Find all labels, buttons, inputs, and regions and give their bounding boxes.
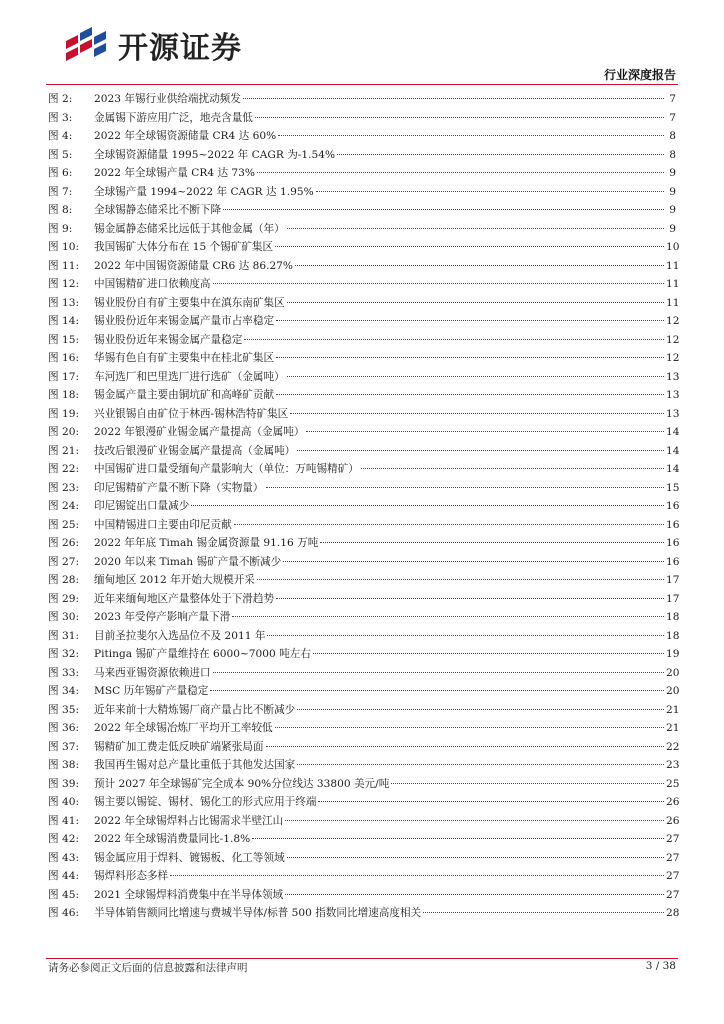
toc-dot-leader xyxy=(210,690,664,691)
toc-figure-title[interactable]: 锡精矿加工费走低反映矿端紧张局面 xyxy=(94,740,264,753)
toc-entry[interactable] xyxy=(48,405,680,424)
footer-page-number: 3 / 38 xyxy=(645,960,676,972)
toc-figure-title[interactable]: MSC 历年锡矿产量稳定 xyxy=(94,685,209,697)
toc-dot-leader xyxy=(275,246,664,247)
toc-dot-leader xyxy=(275,727,664,728)
toc-figure-number: 图 23: xyxy=(48,481,80,494)
toc-figure-number: 图 6: xyxy=(48,167,73,179)
toc-figure-title[interactable]: 预计 2027 年全球锡矿完全成本 90%分位线达 33800 美元/吨 xyxy=(94,777,390,790)
toc-figure-title[interactable]: Pitinga 锡矿产量维持在 6000~7000 吨左右 xyxy=(94,648,311,660)
toc-figure-title[interactable]: 华锡有色自有矿主要集中在桂北矿集区 xyxy=(94,352,275,364)
toc-entry[interactable] xyxy=(48,830,680,849)
toc-dot-leader xyxy=(170,875,664,876)
toc-entry[interactable] xyxy=(48,109,676,128)
toc-figure-number: 图 22: xyxy=(48,463,80,475)
kaiyuan-logo-icon xyxy=(62,23,110,67)
toc-page-number[interactable]: 22 xyxy=(666,740,680,753)
toc-dot-leader xyxy=(191,505,664,506)
toc-page-number[interactable]: 26 xyxy=(666,814,680,827)
toc-page-number[interactable]: 17 xyxy=(666,574,680,586)
toc-entry[interactable] xyxy=(48,331,680,350)
toc-page-number[interactable]: 12 xyxy=(666,315,680,327)
toc-dot-leader xyxy=(243,98,664,99)
toc-dot-leader xyxy=(290,413,664,414)
toc-entry[interactable] xyxy=(48,756,680,775)
toc-page-number[interactable]: 16 xyxy=(666,537,680,549)
toc-figure-title[interactable]: 中国精锡进口主要由印尼贡献 xyxy=(94,518,232,531)
company-logo xyxy=(62,22,282,68)
toc-dot-leader xyxy=(223,209,664,210)
toc-figure-number: 图 42: xyxy=(48,833,80,845)
toc-page-number[interactable]: 27 xyxy=(666,851,680,864)
toc-figure-number: 图 21: xyxy=(48,444,80,457)
toc-entry[interactable] xyxy=(48,257,680,276)
toc-figure-title[interactable]: 全球锡静态储采比不断下降 xyxy=(94,204,222,216)
toc-entry[interactable] xyxy=(48,90,676,109)
toc-entry[interactable] xyxy=(48,738,680,757)
toc-figure-title[interactable]: 全球锡资源储量 1995~2022 年 CAGR 为-1.54% xyxy=(94,148,336,161)
toc-dot-leader xyxy=(295,265,664,266)
toc-dot-leader xyxy=(276,320,664,321)
toc-dot-leader xyxy=(423,912,664,913)
toc-entry[interactable] xyxy=(48,682,680,701)
toc-dot-leader xyxy=(361,468,664,469)
toc-page-number[interactable]: 16 xyxy=(666,555,680,568)
toc-page-number[interactable]: 28 xyxy=(666,907,680,919)
toc-figure-title[interactable]: 印尼锡精矿产量不断下降（实物量） xyxy=(94,481,264,494)
toc-figure-title[interactable]: 锡业股份近年来锡金属产量稳定 xyxy=(94,333,243,346)
toc-entry[interactable] xyxy=(48,349,680,368)
toc-figure-number: 图 36: xyxy=(48,722,80,734)
toc-page-number[interactable]: 27 xyxy=(666,870,680,882)
toc-dot-leader xyxy=(257,172,664,173)
toc-page-number[interactable]: 21 xyxy=(666,722,680,734)
toc-figure-number: 图 29: xyxy=(48,592,80,605)
toc-entry[interactable] xyxy=(48,442,680,461)
toc-entry[interactable] xyxy=(48,516,680,535)
toc-entry[interactable] xyxy=(48,183,676,202)
toc-dot-leader xyxy=(244,339,664,340)
toc-figure-title[interactable]: 缅甸地区 2012 年开始大规模开采 xyxy=(94,574,255,586)
toc-figure-number: 图 19: xyxy=(48,407,80,420)
toc-figure-number: 图 12: xyxy=(48,278,80,290)
toc-dot-leader xyxy=(257,579,664,580)
toc-dot-leader xyxy=(337,154,664,155)
toc-entry[interactable] xyxy=(48,201,676,220)
toc-figure-title[interactable]: 兴业银锡自由矿位于林西-锡林浩特矿集区 xyxy=(94,407,289,420)
toc-entry[interactable] xyxy=(48,312,680,331)
toc-page-number[interactable]: 13 xyxy=(666,370,680,383)
toc-page-number[interactable]: 18 xyxy=(666,629,680,642)
toc-figure-number: 图 37: xyxy=(48,740,80,753)
toc-figure-number: 图 40: xyxy=(48,796,80,808)
toc-dot-leader xyxy=(255,117,664,118)
toc-dot-leader xyxy=(267,635,664,636)
toc-figure-number: 图 32: xyxy=(48,648,80,660)
toc-figure-title[interactable]: 近年来缅甸地区产量整体处于下滑趋势 xyxy=(94,592,275,605)
toc-dot-leader xyxy=(297,764,664,765)
toc-dot-leader xyxy=(252,838,664,839)
toc-dot-leader xyxy=(266,487,665,488)
toc-figure-title[interactable]: 2022 年银漫矿业锡金属产量提高（金属吨） xyxy=(94,426,305,438)
toc-figure-number: 图 35: xyxy=(48,703,80,716)
toc-figure-title[interactable]: 近年来前十大精炼锡厂商产量占比不断减少 xyxy=(94,703,296,716)
toc-figure-title[interactable]: 2021 全球锡焊料消费集中在半导体领域 xyxy=(94,888,284,901)
toc-page-number[interactable]: 26 xyxy=(666,796,680,808)
toc-figure-title[interactable]: 2022 年全球锡产量 CR4 达 73% xyxy=(94,167,255,179)
toc-page-number[interactable]: 16 xyxy=(666,500,680,512)
toc-page-number[interactable]: 14 xyxy=(666,463,680,475)
toc-figure-number: 图 25: xyxy=(48,518,80,531)
toc-page-number[interactable]: 8 xyxy=(669,148,676,161)
toc-page-number[interactable]: 25 xyxy=(666,777,680,790)
toc-figure-number: 图 34: xyxy=(48,685,80,697)
toc-entry[interactable] xyxy=(48,608,680,627)
toc-figure-number: 图 46: xyxy=(48,907,80,919)
toc-entry[interactable] xyxy=(48,812,680,831)
toc-entry[interactable] xyxy=(48,238,680,257)
toc-figure-number: 图 33: xyxy=(48,666,80,679)
toc-dot-leader xyxy=(276,357,664,358)
toc-entry[interactable] xyxy=(48,220,676,239)
toc-figure-number: 图 31: xyxy=(48,629,80,642)
toc-page-number[interactable]: 7 xyxy=(669,93,676,105)
toc-figure-number: 图 43: xyxy=(48,851,80,864)
toc-dot-leader xyxy=(313,653,664,654)
toc-page-number[interactable]: 11 xyxy=(666,259,680,272)
toc-figure-number: 图 26: xyxy=(48,537,80,549)
toc-figure-title[interactable]: 锡金属应用于焊料、镀锡板、化工等领域 xyxy=(94,851,285,864)
toc-figure-title[interactable]: 锡焊料形态多样 xyxy=(94,870,169,882)
toc-dot-leader xyxy=(287,302,664,303)
toc-entry[interactable] xyxy=(48,146,676,165)
toc-page-number[interactable]: 20 xyxy=(666,685,680,697)
toc-entry[interactable] xyxy=(48,645,680,664)
toc-figure-number: 图 2: xyxy=(48,93,73,105)
toc-figure-title[interactable]: 金属锡下游应用广泛，地壳含量低 xyxy=(94,111,253,124)
toc-page-number[interactable]: 13 xyxy=(666,407,680,420)
toc-entry[interactable] xyxy=(48,423,680,442)
toc-figure-title[interactable]: 2022 年中国锡资源储量 CR6 达 86.27% xyxy=(94,259,293,272)
toc-figure-title[interactable]: 2020 年以来 Timah 锡矿产量不断减少 xyxy=(94,555,282,568)
toc-figure-title[interactable]: 车河选厂和巴里选厂进行选矿（金属吨） xyxy=(94,370,285,383)
toc-entry[interactable] xyxy=(48,904,680,923)
toc-figure-number: 图 11: xyxy=(48,259,80,272)
toc-entry[interactable] xyxy=(48,886,680,905)
toc-page-number[interactable]: 17 xyxy=(666,592,680,605)
toc-figure-title[interactable]: 我国再生锡对总产量比重低于其他发达国家 xyxy=(94,759,296,771)
toc-dot-leader xyxy=(320,542,664,543)
toc-dot-leader xyxy=(287,228,664,229)
toc-dot-leader xyxy=(391,783,664,784)
toc-figure-title[interactable]: 锡金属静态储采比远低于其他金属（年） xyxy=(94,222,285,235)
toc-page-number[interactable]: 9 xyxy=(669,204,676,216)
toc-figure-number: 图 3: xyxy=(48,111,73,124)
toc-page-number[interactable]: 23 xyxy=(666,759,680,771)
toc-figure-number: 图 30: xyxy=(48,611,80,623)
toc-figure-title[interactable]: 我国锡矿大体分布在 15 个锡矿矿集区 xyxy=(94,241,274,253)
toc-figure-title[interactable]: 2023 年锡行业供给端扰动频发 xyxy=(94,93,241,105)
toc-figure-title[interactable]: 锡金属产量主要由铜坑矿和高峰矿贡献 xyxy=(94,389,275,401)
toc-figure-title[interactable]: 锡主要以锡锭、锡材、锡化工的形式应用于终端 xyxy=(94,796,317,808)
toc-figure-number: 图 27: xyxy=(48,555,80,568)
toc-entry[interactable] xyxy=(48,164,676,183)
toc-page-number[interactable]: 12 xyxy=(666,352,680,364)
toc-page-number[interactable]: 14 xyxy=(666,426,680,438)
toc-dot-leader xyxy=(287,857,664,858)
toc-entry[interactable] xyxy=(48,553,680,572)
toc-entry[interactable] xyxy=(48,627,680,646)
toc-page-number[interactable]: 19 xyxy=(666,648,680,660)
toc-figure-number: 图 16: xyxy=(48,352,80,364)
toc-dot-leader xyxy=(213,672,664,673)
toc-entry[interactable] xyxy=(48,719,680,738)
toc-figure-number: 图 20: xyxy=(48,426,80,438)
toc-entry[interactable] xyxy=(48,849,680,868)
toc-entry[interactable] xyxy=(48,590,680,609)
toc-figure-number: 图 13: xyxy=(48,296,80,309)
footer-divider xyxy=(46,958,678,959)
toc-figure-number: 图 4: xyxy=(48,130,73,142)
toc-dot-leader xyxy=(232,616,664,617)
toc-entry[interactable] xyxy=(48,775,680,794)
toc-figure-number: 图 24: xyxy=(48,500,80,512)
toc-page-number[interactable]: 11 xyxy=(666,296,680,309)
toc-entry[interactable] xyxy=(48,460,680,479)
toc-figure-number: 图 38: xyxy=(48,759,80,771)
toc-dot-leader xyxy=(276,598,664,599)
toc-dot-leader xyxy=(283,561,664,562)
toc-figure-title[interactable]: 2022 年全球锡消费量同比-1.8% xyxy=(94,833,251,845)
toc-entry[interactable] xyxy=(48,497,680,516)
toc-page-number[interactable]: 27 xyxy=(666,833,680,845)
toc-page-number[interactable]: 27 xyxy=(666,888,680,901)
toc-figure-number: 图 14: xyxy=(48,315,80,327)
toc-dot-leader xyxy=(285,820,664,821)
toc-figure-title[interactable]: 马来西亚锡资源依赖进口 xyxy=(94,666,211,679)
toc-dot-leader xyxy=(234,524,664,525)
header-divider xyxy=(46,84,678,85)
toc-figure-number: 图 9: xyxy=(48,222,73,235)
toc-page-number[interactable]: 18 xyxy=(666,611,680,623)
toc-figure-title[interactable]: 锡业股份自有矿主要集中在滇东南矿集区 xyxy=(94,296,285,309)
toc-figure-number: 图 18: xyxy=(48,389,80,401)
page-footer xyxy=(48,960,676,975)
toc-figure-title[interactable]: 中国锡精矿进口依赖度高 xyxy=(94,278,211,290)
toc-page-number[interactable]: 20 xyxy=(666,666,680,679)
toc-dot-leader xyxy=(316,191,664,192)
toc-page-number[interactable]: 8 xyxy=(669,130,676,142)
toc-page-number[interactable]: 21 xyxy=(666,703,680,716)
toc-dot-leader xyxy=(306,431,664,432)
toc-figure-number: 图 41: xyxy=(48,814,80,827)
toc-page-number[interactable]: 14 xyxy=(666,444,680,457)
toc-entry[interactable] xyxy=(48,793,680,812)
toc-page-number[interactable]: 9 xyxy=(669,185,676,198)
toc-figure-number: 图 17: xyxy=(48,370,80,383)
toc-figure-number: 图 7: xyxy=(48,185,73,198)
toc-page-number[interactable]: 15 xyxy=(666,481,680,494)
toc-page-number[interactable]: 9 xyxy=(669,222,676,235)
footer-disclaimer: 请务必参阅正文后面的信息披露和法律声明 xyxy=(48,962,248,974)
toc-figure-number: 图 5: xyxy=(48,148,73,161)
toc-figure-title[interactable]: 锡业股份近年来锡金属产量市占率稳定 xyxy=(94,315,275,327)
toc-figure-title[interactable]: 印尼锡锭出口量减少 xyxy=(94,500,190,512)
toc-entry[interactable] xyxy=(48,386,680,405)
toc-figure-number: 图 15: xyxy=(48,333,80,346)
toc-figure-number: 图 45: xyxy=(48,888,80,901)
toc-figure-title[interactable]: 2022 年年底 Timah 锡金属资源量 91.16 万吨 xyxy=(94,537,319,549)
toc-figure-title[interactable]: 目前圣拉斐尔入选品位不及 2011 年 xyxy=(94,629,266,642)
toc-entry[interactable] xyxy=(48,701,680,720)
toc-figure-title[interactable]: 中国锡矿进口量受缅甸产量影响大（单位：万吨锡精矿） xyxy=(94,463,359,475)
toc-entry[interactable] xyxy=(48,294,680,313)
toc-entry[interactable] xyxy=(48,479,680,498)
toc-entry[interactable] xyxy=(48,571,680,590)
toc-figure-number: 图 44: xyxy=(48,870,80,882)
toc-figure-number: 图 8: xyxy=(48,204,73,216)
toc-figure-title[interactable]: 2022 年全球锡资源储量 CR4 达 60% xyxy=(94,130,277,142)
toc-figure-number: 图 10: xyxy=(48,241,80,253)
toc-entry[interactable] xyxy=(48,127,676,146)
toc-page-number[interactable]: 7 xyxy=(669,111,676,124)
toc-dot-leader xyxy=(266,746,665,747)
toc-dot-leader xyxy=(285,894,664,895)
toc-page-number[interactable]: 11 xyxy=(666,278,680,290)
toc-page-number[interactable]: 10 xyxy=(666,241,680,253)
toc-page-number[interactable]: 16 xyxy=(666,518,680,531)
toc-entry[interactable] xyxy=(48,664,680,683)
toc-dot-leader xyxy=(276,394,664,395)
toc-figure-title[interactable]: 全球锡产量 1994~2022 年 CAGR 达 1.95% xyxy=(94,185,314,198)
toc-page-number[interactable]: 12 xyxy=(666,333,680,346)
toc-figure-number: 图 39: xyxy=(48,777,80,790)
toc-entry[interactable] xyxy=(48,275,680,294)
toc-figure-title[interactable]: 2023 年受停产影响产量下滑 xyxy=(94,611,231,623)
toc-dot-leader xyxy=(278,135,664,136)
report-type-label: 行业深度报告 xyxy=(603,68,676,82)
toc-figure-title[interactable]: 半导体销售额同比增速与费城半导体/标普 500 指数同比增速高度相关 xyxy=(94,907,422,919)
toc-page-number[interactable]: 9 xyxy=(669,167,676,179)
toc-dot-leader xyxy=(213,283,664,284)
toc-entry[interactable] xyxy=(48,867,680,886)
toc-dot-leader xyxy=(297,709,664,710)
toc-dot-leader xyxy=(297,450,664,451)
toc-page-number[interactable]: 13 xyxy=(666,389,680,401)
toc-entry[interactable] xyxy=(48,368,680,387)
toc-figure-title[interactable]: 2022 年全球锡冶炼厂平均开工率较低 xyxy=(94,722,273,734)
figure-list xyxy=(48,90,680,923)
toc-figure-title[interactable]: 2022 年全球锡焊料占比锡需求半壁江山 xyxy=(94,814,284,827)
toc-dot-leader xyxy=(318,801,664,802)
toc-figure-number: 图 28: xyxy=(48,574,80,586)
toc-dot-leader xyxy=(287,376,664,377)
toc-figure-title[interactable]: 技改后银漫矿业锡金属产量提高（金属吨） xyxy=(94,444,296,457)
logo-text: 开源证券 xyxy=(118,31,242,66)
toc-entry[interactable] xyxy=(48,534,680,553)
